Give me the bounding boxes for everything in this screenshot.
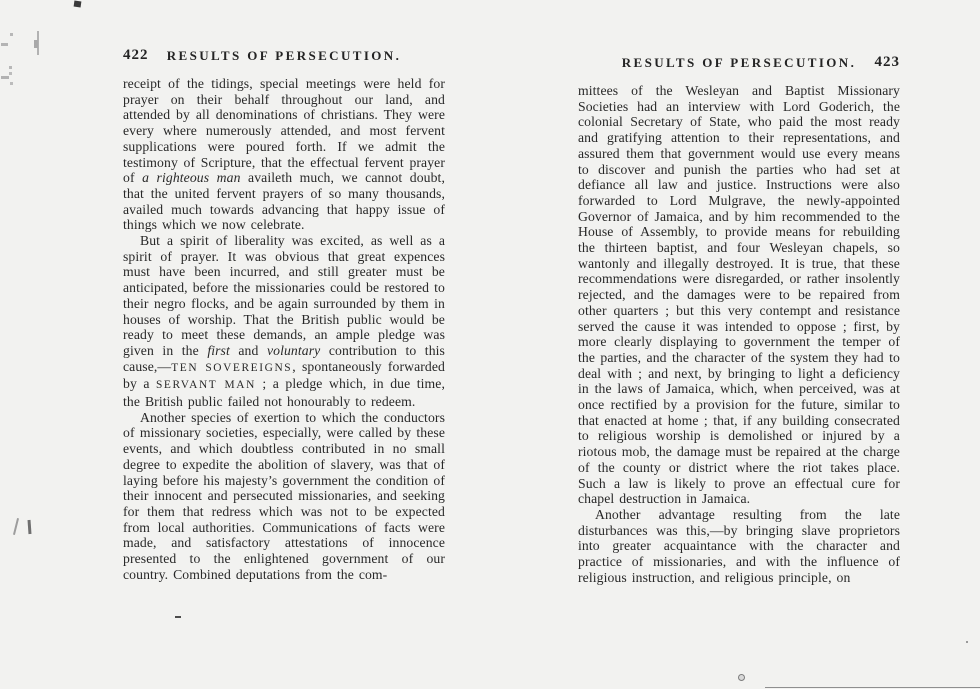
- paragraph: [578, 83, 900, 507]
- text-segment: TEN SOVEREIGNS: [171, 361, 293, 374]
- right-header: [578, 55, 900, 72]
- scan-speck: [1, 76, 9, 79]
- left-header: [123, 48, 445, 65]
- text-segment: voluntary: [266, 342, 321, 358]
- scan-speck: [74, 1, 82, 8]
- text-segment: and: [229, 342, 267, 358]
- pencil-mark: [13, 518, 19, 535]
- right-running-head: RESULTS OF PERSECUTION.: [621, 55, 857, 70]
- pencil-mark: [34, 40, 38, 48]
- text-segment: , spontaneously forwarded by a: [123, 358, 445, 392]
- left-running-head: RESULTS OF PERSECUTION.: [166, 48, 402, 63]
- left-page: [123, 48, 445, 583]
- text-segment: availeth much, we cannot doubt, that the united fervent prayers of so many thousands, availed much towards advancing that happy issue of things which we now celebrate.: [123, 170, 445, 233]
- text-segment: receipt of the tidings, special meetings were held for prayer on their behalf throughout our land, and attended by all denominations of christians. They were every where numerously attended, and most fervent supplications were poured forth. If we admit the testimony of Scripture, that the effectual fervent prayer of: [123, 76, 445, 186]
- right-page-text: [578, 83, 900, 586]
- text-segment: mittees of the Wesleyan and Baptist Missionary Societies had an interview with Lord Goderich, the colonial Secretary of State, who paid the most ready and gratifying attention to their representations, and assured them that government would use every means to discover and punish the parties who had set at defiance all law and justice. Instructions were also forwarded to Lord Mulgrave, the newly-appointed Governor of Jamaica, and by him recommended to the House of Assembly, to provide means for rebuilding the thirteen baptist, and four Wesleyan chapels, so wantonly and illegally destroyed. It is true, that these recommendations were disregarded, or rather insolently rejected, and the damages were to be repaired from other quarters ; but this very contempt and resistance served the cause it was intended to oppose ; first, by more clearly displaying to government the temper of the parties, and the character of the system they had to deal with ; and next, by bringing to light a deficiency in the laws of Jamaica, which, when perceived, was at once rectified by a provision for the future, similar to that enacted at home ; that, if any building consecrated to religious worship is demolished or injured by a riotous mob, the damage must be repaired at the charge of the county or district where the riot takes place. Such a law is likely to prove an effectual cure for chapel destruction in Jamaica.: [578, 83, 900, 507]
- paragraph: [123, 233, 445, 410]
- right-page-number: 423: [874, 54, 900, 70]
- text-segment: SERVANT MAN: [156, 379, 256, 392]
- text-segment: But a spirit of liberality was excited, as well as a spirit of prayer. It was obvious that great expences must have been incurred, and still greater must be anticipated, before the missionaries could be restored to their negro flocks, and be again surrounded by them in houses of worship. That the British public would be ready to meet these demands, an ample pledge was given in the: [123, 233, 445, 358]
- paragraph: [123, 76, 445, 233]
- scan-speck: [738, 674, 745, 681]
- scan-speck: [10, 33, 13, 36]
- text-segment: first: [207, 342, 230, 358]
- scan-speck: [1, 43, 8, 46]
- scan-speck: [9, 72, 12, 75]
- printers-mark: [175, 616, 181, 618]
- scan-speck: [966, 641, 968, 643]
- text-segment: ; a pledge which, in due time, the British public failed not honourably to redeem.: [123, 376, 445, 410]
- scan-edge-line: [765, 687, 980, 688]
- scan-speck: [9, 66, 12, 69]
- text-segment: Another advantage resulting from the late disturbances was this,—by bringing slave proprietors into greater acquaintance with the character and practice of missionaries, and with the influence of religious instruction, and religious principle, on: [578, 506, 900, 585]
- text-segment: Another species of exertion to which the conductors of missionary societies, especially, were called by these events, and which doubtless contributed in no small degree to expedite the abolition of slavery, was that of laying before his majesty’s government the condition of their innocent and persecuted missionaries, and seeking for them that redress which was not to be expected from local authorities. Communications of facts were made, and satisfactory attestations of innocence presented to the enlightened government of our country. Combined deputations from the com-: [123, 409, 445, 582]
- right-page: [578, 55, 900, 586]
- pencil-mark: [28, 520, 32, 534]
- text-segment: contribution to this cause,—: [123, 342, 445, 374]
- left-page-text: [123, 76, 445, 583]
- paragraph: [578, 507, 900, 586]
- scan-speck: [10, 82, 13, 85]
- text-segment: a righteous man: [142, 170, 241, 186]
- paragraph: [123, 410, 445, 583]
- left-page-number: 422: [123, 47, 149, 63]
